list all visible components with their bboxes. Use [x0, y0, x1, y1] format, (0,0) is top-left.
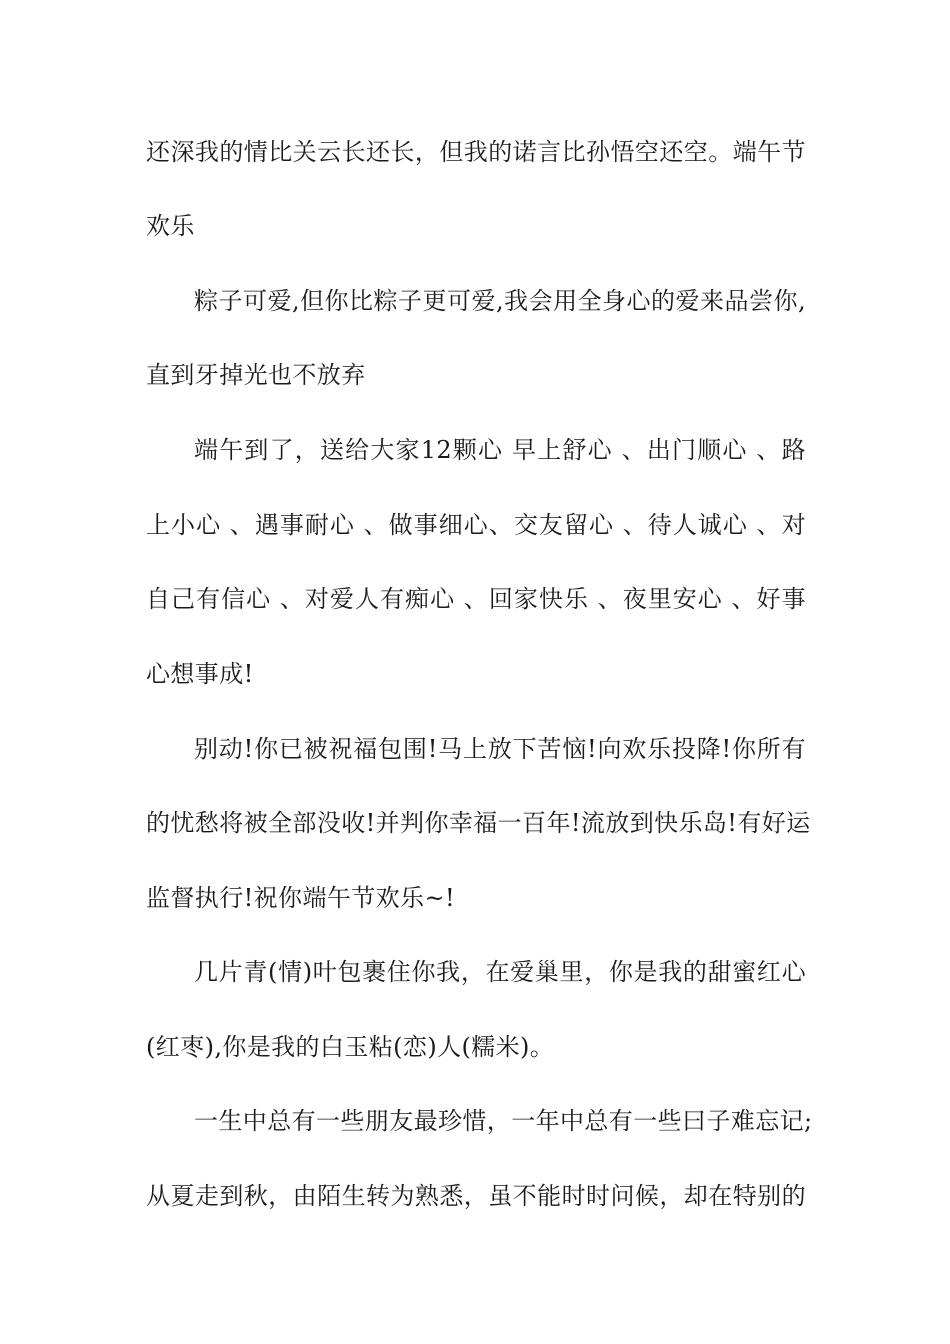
- text-line: 心想事成!: [146, 660, 254, 688]
- text-line: 端午到了，送给大家12颗心 早上舒心 、出门顺心 、路: [194, 436, 806, 464]
- text-line: 上小心 、遇事耐心 、做事细心、交友留心 、待人诚心 、对: [146, 511, 806, 539]
- text-line: 的忧愁将被全部没收!并判你幸福一百年!流放到快乐岛!有好运: [146, 809, 811, 837]
- text-line: 粽子可爱,但你比粽子更可爱,我会用全身心的爱来品尝你,: [194, 287, 806, 315]
- text-line: 欢乐: [146, 212, 195, 240]
- text-line: 自己有信心 、对爱人有痴心 、回家快乐 、夜里安心 、好事: [146, 585, 806, 613]
- text-line: 监督执行!祝你端午节欢乐~!: [146, 884, 455, 912]
- text-line: 一生中总有一些朋友最珍惜，一年中总有一些曰子难忘记;: [194, 1107, 813, 1135]
- text-line: 还深我的情比关云长还长，但我的诺言比孙悟空还空。端午节: [146, 138, 806, 166]
- text-line: 直到牙掉光也不放弃: [146, 361, 366, 389]
- text-line: 别动!你已被祝福包围!马上放下苦恼!向欢乐投降!你所有: [194, 735, 806, 763]
- text-line: 从夏走到秋，由陌生转为熟悉，虽不能时时问候，却在特别的: [146, 1182, 806, 1210]
- text-line: (红枣),你是我的白玉粘(恋)人(糯米)。: [146, 1033, 555, 1061]
- text-line: 几片青(情)叶包裹住你我，在爱巢里，你是我的甜蜜红心: [194, 958, 806, 986]
